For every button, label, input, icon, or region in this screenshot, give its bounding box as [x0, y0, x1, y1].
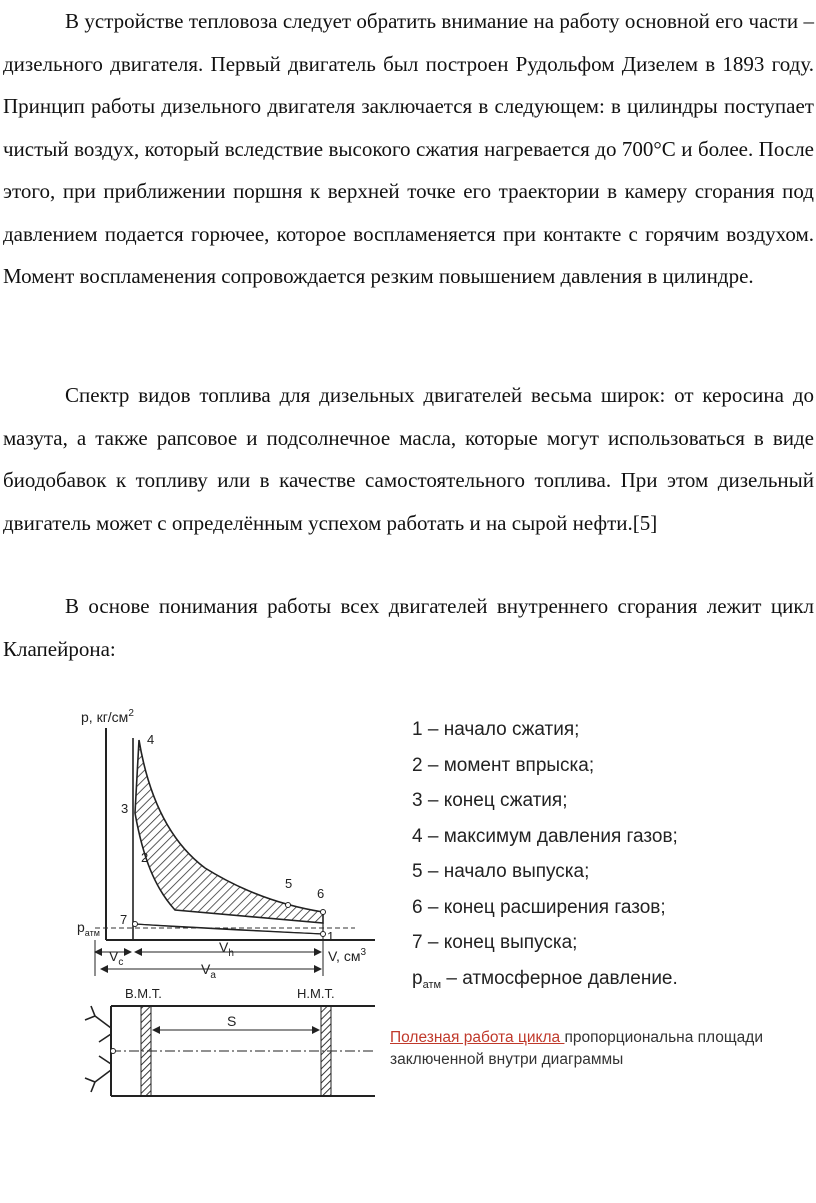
injector-marker	[111, 1049, 116, 1054]
vc-label: $V_c$	[109, 948, 124, 968]
cycle-work-area	[135, 740, 323, 923]
vh-label: $V_h$	[219, 939, 234, 959]
point-5-marker	[286, 903, 291, 908]
point-label-5: 5	[285, 876, 293, 891]
point-label-7: 7	[120, 912, 128, 927]
clapeyron-cycle-diagram	[55, 698, 395, 1108]
compression-baseline	[135, 924, 323, 934]
paragraph-clapeyron-intro: В основе понимания работы всех двигателей внутреннего сгорания лежит цикл Клапейрона:	[3, 594, 814, 661]
point-label-3: 3	[121, 801, 129, 816]
patm-label: $p_{атм}$	[77, 919, 100, 938]
legend-item-7: 7 – конец выпуска;	[412, 932, 578, 953]
vmt-label: В.М.Т.	[125, 986, 162, 1001]
paragraph-diesel-principle: В устройстве тепловоза следует обратить внимание на работу основной его части – дизельного двигателя. Первый двигатель был построен Рудольфом Дизелем в 1893 году. Принцип работы дизельного двигателя заключается в следующем: в цилиндры поступает чистый воздух, который вследствие высокого сжатия нагревается до 700°С и более. После этого, при приближении поршня к верхней точке его траектории в камеру сгорания под давлением подается горючее, которое воспламеняется при контакте с горячим воздухом. Момент воспламенения сопровождается резким повышением давления в цилиндре.	[3, 9, 814, 288]
legend-item-3: 3 – конец сжатия;	[412, 790, 568, 811]
y-axis-label: p, $кг/см^2$	[81, 708, 134, 725]
va-label: $V_a$	[201, 961, 216, 981]
useful-work-rest: пропорциональна площади заключенной внутри диаграммы	[390, 1029, 763, 1068]
point-1-marker	[321, 932, 326, 937]
legend-item-2: 2 – момент впрыска;	[412, 754, 595, 776]
useful-work-highlight: Полезная работа цикла	[390, 1029, 565, 1046]
diagram-legend	[412, 712, 812, 996]
x-axis-label: V, $см^3$	[328, 947, 367, 964]
point-label-4: 4	[147, 732, 155, 747]
legend-item-4: 4 – максимум давления газов;	[412, 825, 678, 847]
useful-work-note	[390, 1027, 810, 1071]
point-6-marker	[321, 910, 326, 915]
legend-item-1: 1 – начало сжатия;	[412, 719, 580, 740]
legend-item-patm: $p_{атм}$ – атмосферное давление.	[412, 967, 678, 991]
paragraph-fuel-types: Спектр видов топлива для дизельных двигателей весьма широк: от керосина до мазута, а также рапсовое и подсолнечное масла, которые могут использоваться в виде биодобавок к топливу или в качестве самостоятельного топлива. При этом дизельный двигатель может с определённым успехом работать и на сырой нефти.[5]	[3, 383, 814, 535]
point-7-marker	[133, 922, 138, 927]
point-label-2: 2	[141, 850, 149, 865]
nmt-label: Н.М.Т.	[297, 986, 335, 1001]
legend-item-6: 6 – конец расширения газов;	[412, 896, 666, 918]
point-label-6: 6	[317, 886, 325, 901]
legend-item-5: 5 – начало выпуска;	[412, 861, 590, 882]
stroke-label: S	[227, 1013, 237, 1029]
intake-valve	[85, 1006, 111, 1042]
point-label-1: 1	[327, 929, 335, 944]
exhaust-valve	[85, 1056, 111, 1092]
